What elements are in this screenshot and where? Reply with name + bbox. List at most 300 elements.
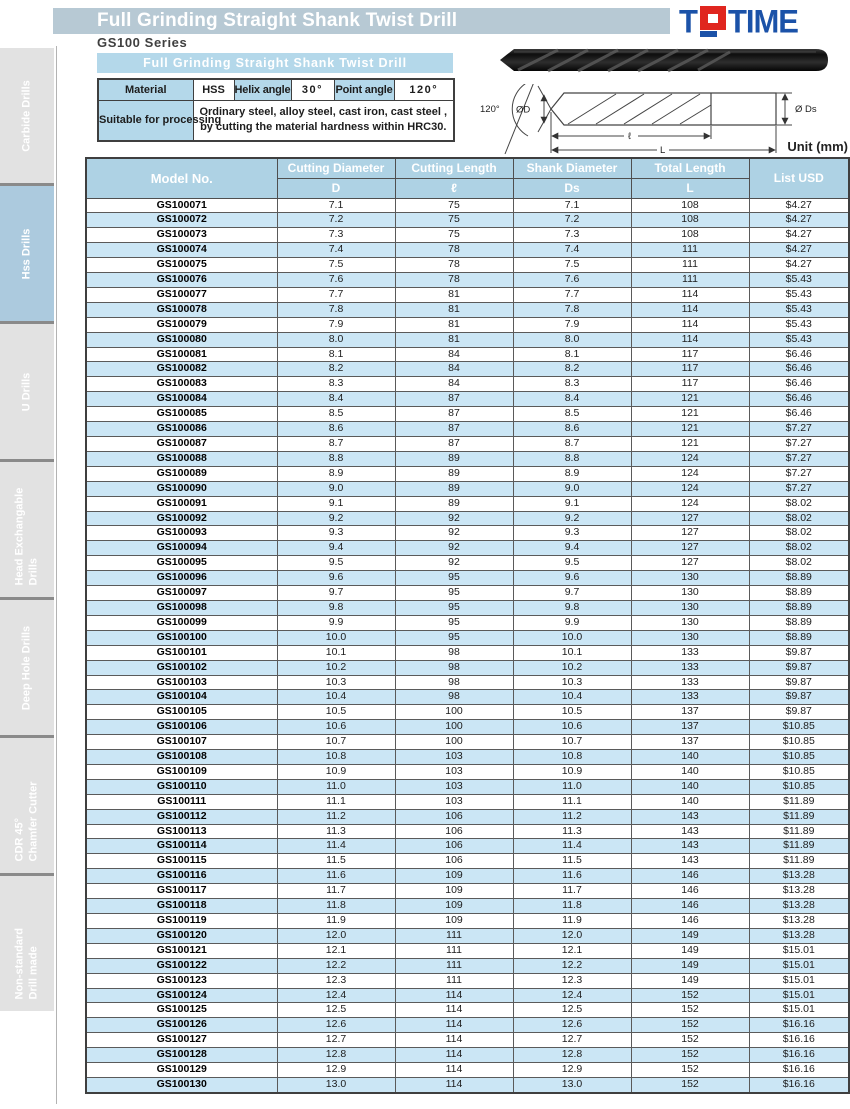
shank-diameter-cell: 12.0 xyxy=(513,928,631,943)
total-length-cell: 130 xyxy=(631,571,749,586)
cutting-diameter-cell: 9.4 xyxy=(277,541,395,556)
cutting-diameter-cell: 11.1 xyxy=(277,794,395,809)
total-length-cell: 114 xyxy=(631,302,749,317)
shank-diameter-cell: 10.3 xyxy=(513,675,631,690)
model-no-cell: GS100080 xyxy=(86,332,277,347)
list-usd-cell: $8.02 xyxy=(749,556,849,571)
list-usd-cell: $11.89 xyxy=(749,809,849,824)
table-row xyxy=(86,675,849,690)
model-no-cell: GS100128 xyxy=(86,1048,277,1063)
cutting-diameter-cell: 12.6 xyxy=(277,1018,395,1033)
model-no-cell: GS100086 xyxy=(86,422,277,437)
cutting-length-cell: 111 xyxy=(395,973,513,988)
total-length-cell: 121 xyxy=(631,392,749,407)
list-usd-cell: $9.87 xyxy=(749,645,849,660)
spec-processing-value xyxy=(193,100,454,141)
cutting-length-cell: 75 xyxy=(395,228,513,243)
list-usd-cell: $8.89 xyxy=(749,615,849,630)
table-row xyxy=(86,764,849,779)
shank-diameter-cell: 11.4 xyxy=(513,839,631,854)
shank-diameter-cell: 11.8 xyxy=(513,899,631,914)
cutting-diameter-cell: 11.6 xyxy=(277,869,395,884)
cutting-diameter-cell: 7.4 xyxy=(277,243,395,258)
model-no-cell: GS100101 xyxy=(86,645,277,660)
shank-diameter-cell: 8.4 xyxy=(513,392,631,407)
total-length-cell: 152 xyxy=(631,1033,749,1048)
cutting-length-cell: 106 xyxy=(395,854,513,869)
total-length-cell: 124 xyxy=(631,496,749,511)
table-row xyxy=(86,228,849,243)
cutting-diameter-cell: 8.1 xyxy=(277,347,395,362)
price-table xyxy=(85,157,850,1094)
model-no-cell: GS100102 xyxy=(86,660,277,675)
model-no-cell: GS100097 xyxy=(86,586,277,601)
logo-o-mark xyxy=(700,6,726,30)
sidebar-tab-head-exchangable-drills[interactable] xyxy=(0,462,54,597)
cutting-diameter-cell: 7.5 xyxy=(277,258,395,273)
cutting-diameter-cell: 12.4 xyxy=(277,988,395,1003)
spec-material-value: HSS xyxy=(193,79,234,100)
table-row xyxy=(86,973,849,988)
model-no-cell: GS100072 xyxy=(86,213,277,228)
model-no-cell: GS100114 xyxy=(86,839,277,854)
cutting-length-cell: 98 xyxy=(395,645,513,660)
table-row xyxy=(86,750,849,765)
cutting-diameter-cell: 10.6 xyxy=(277,720,395,735)
diagram-label-tip-diameter: ØD xyxy=(516,104,531,116)
table-row xyxy=(86,779,849,794)
model-no-cell: GS100077 xyxy=(86,287,277,302)
total-length-cell: 133 xyxy=(631,645,749,660)
shank-diameter-cell: 7.9 xyxy=(513,317,631,332)
total-length-cell: 152 xyxy=(631,1003,749,1018)
model-no-cell: GS100092 xyxy=(86,511,277,526)
shank-diameter-cell: 11.7 xyxy=(513,884,631,899)
total-length-cell: 127 xyxy=(631,511,749,526)
cutting-length-cell: 114 xyxy=(395,1063,513,1078)
list-usd-cell: $10.85 xyxy=(749,779,849,794)
cutting-diameter-cell: 10.9 xyxy=(277,764,395,779)
table-row xyxy=(86,645,849,660)
cutting-length-cell: 81 xyxy=(395,332,513,347)
shank-diameter-cell: 10.0 xyxy=(513,630,631,645)
shank-diameter-cell: 9.9 xyxy=(513,615,631,630)
spec-processing-line2: by cutting the material hardness within HRC30. xyxy=(200,121,447,134)
total-length-cell: 111 xyxy=(631,258,749,273)
spec-table xyxy=(97,78,455,142)
cutting-length-cell: 111 xyxy=(395,943,513,958)
shank-diameter-cell: 9.3 xyxy=(513,526,631,541)
cutting-diameter-cell: 12.2 xyxy=(277,958,395,973)
cutting-length-cell: 98 xyxy=(395,660,513,675)
model-no-cell: GS100091 xyxy=(86,496,277,511)
shank-diameter-cell: 12.9 xyxy=(513,1063,631,1078)
cutting-diameter-cell: 9.8 xyxy=(277,600,395,615)
cutting-diameter-cell: 11.7 xyxy=(277,884,395,899)
shank-diameter-cell: 12.3 xyxy=(513,973,631,988)
cutting-length-cell: 98 xyxy=(395,675,513,690)
list-usd-cell: $4.27 xyxy=(749,213,849,228)
model-no-cell: GS100081 xyxy=(86,347,277,362)
list-usd-cell: $7.27 xyxy=(749,481,849,496)
list-usd-cell: $6.46 xyxy=(749,347,849,362)
cutting-diameter-cell: 8.7 xyxy=(277,437,395,452)
list-usd-cell: $10.85 xyxy=(749,750,849,765)
cutting-diameter-cell: 10.4 xyxy=(277,690,395,705)
cutting-diameter-cell: 10.0 xyxy=(277,630,395,645)
list-usd-cell: $10.85 xyxy=(749,720,849,735)
shank-diameter-cell: 12.5 xyxy=(513,1003,631,1018)
cutting-diameter-cell: 8.4 xyxy=(277,392,395,407)
table-row xyxy=(86,794,849,809)
total-length-cell: 152 xyxy=(631,1077,749,1092)
list-usd-cell: $7.27 xyxy=(749,437,849,452)
shank-diameter-cell: 8.7 xyxy=(513,437,631,452)
shank-diameter-cell: 7.1 xyxy=(513,198,631,213)
list-usd-cell: $5.43 xyxy=(749,287,849,302)
cutting-diameter-cell: 12.1 xyxy=(277,943,395,958)
model-no-cell: GS100073 xyxy=(86,228,277,243)
shank-diameter-cell: 8.8 xyxy=(513,451,631,466)
cutting-length-cell: 84 xyxy=(395,377,513,392)
total-length-cell: 152 xyxy=(631,1048,749,1063)
list-usd-cell: $13.28 xyxy=(749,899,849,914)
cutting-length-cell: 78 xyxy=(395,243,513,258)
shank-diameter-cell: 9.7 xyxy=(513,586,631,601)
total-length-cell: 149 xyxy=(631,958,749,973)
cutting-diameter-cell: 12.7 xyxy=(277,1033,395,1048)
shank-diameter-cell: 8.5 xyxy=(513,407,631,422)
shank-diameter-cell: 10.9 xyxy=(513,764,631,779)
list-usd-cell: $8.89 xyxy=(749,586,849,601)
list-usd-cell: $11.89 xyxy=(749,794,849,809)
cutting-length-cell: 95 xyxy=(395,586,513,601)
cutting-length-cell: 84 xyxy=(395,347,513,362)
model-no-cell: GS100082 xyxy=(86,362,277,377)
cutting-length-cell: 81 xyxy=(395,302,513,317)
table-row xyxy=(86,1063,849,1078)
cutting-length-cell: 89 xyxy=(395,496,513,511)
cutting-length-cell: 109 xyxy=(395,899,513,914)
table-row xyxy=(86,1077,849,1092)
cutting-diameter-cell: 8.8 xyxy=(277,451,395,466)
table-row xyxy=(86,332,849,347)
diagram-label-point-angle: 120° xyxy=(480,104,500,115)
list-usd-cell: $15.01 xyxy=(749,943,849,958)
cutting-length-cell: 87 xyxy=(395,392,513,407)
cutting-diameter-cell: 8.2 xyxy=(277,362,395,377)
logo-text-t: T xyxy=(679,3,697,40)
model-no-cell: GS100106 xyxy=(86,720,277,735)
total-length-cell: 130 xyxy=(631,615,749,630)
cutting-length-cell: 81 xyxy=(395,287,513,302)
cutting-diameter-cell: 8.3 xyxy=(277,377,395,392)
total-length-cell: 133 xyxy=(631,675,749,690)
list-usd-cell: $6.46 xyxy=(749,377,849,392)
shank-diameter-cell: 10.2 xyxy=(513,660,631,675)
col-header-list-usd: List USD xyxy=(749,158,849,198)
total-length-cell: 140 xyxy=(631,764,749,779)
total-length-cell: 108 xyxy=(631,228,749,243)
cutting-length-cell: 87 xyxy=(395,407,513,422)
cutting-length-cell: 92 xyxy=(395,511,513,526)
col-subheader-l-small: ℓ xyxy=(395,178,513,198)
table-row xyxy=(86,705,849,720)
cutting-length-cell: 106 xyxy=(395,839,513,854)
shank-diameter-cell: 7.7 xyxy=(513,287,631,302)
col-header-model-no: Model No. xyxy=(86,158,277,198)
shank-diameter-cell: 7.5 xyxy=(513,258,631,273)
list-usd-cell: $6.46 xyxy=(749,407,849,422)
total-length-cell: 149 xyxy=(631,943,749,958)
model-no-cell: GS100113 xyxy=(86,824,277,839)
cutting-length-cell: 92 xyxy=(395,541,513,556)
sidebar-tab-label: Head Exchangable Drills xyxy=(13,487,39,585)
shank-diameter-cell: 10.7 xyxy=(513,735,631,750)
list-usd-cell: $16.16 xyxy=(749,1033,849,1048)
shank-diameter-cell: 7.8 xyxy=(513,302,631,317)
table-row xyxy=(86,914,849,929)
list-usd-cell: $9.87 xyxy=(749,660,849,675)
shank-diameter-cell: 7.6 xyxy=(513,273,631,288)
logo-text-time: TIME xyxy=(727,3,798,40)
cutting-diameter-cell: 7.3 xyxy=(277,228,395,243)
cutting-diameter-cell: 10.3 xyxy=(277,675,395,690)
total-length-cell: 117 xyxy=(631,347,749,362)
list-usd-cell: $5.43 xyxy=(749,302,849,317)
cutting-diameter-cell: 8.5 xyxy=(277,407,395,422)
col-subheader-l: L xyxy=(631,178,749,198)
sidebar-tab-cdr-45-chamfer-cutter[interactable] xyxy=(0,738,54,873)
cutting-diameter-cell: 11.9 xyxy=(277,914,395,929)
list-usd-cell: $8.02 xyxy=(749,511,849,526)
total-length-cell: 127 xyxy=(631,541,749,556)
list-usd-cell: $9.87 xyxy=(749,690,849,705)
table-row xyxy=(86,1048,849,1063)
cutting-diameter-cell: 10.2 xyxy=(277,660,395,675)
series-title: GS100 Series xyxy=(97,35,188,50)
list-usd-cell: $15.01 xyxy=(749,988,849,1003)
cutting-diameter-cell: 10.7 xyxy=(277,735,395,750)
model-no-cell: GS100130 xyxy=(86,1077,277,1092)
list-usd-cell: $8.89 xyxy=(749,571,849,586)
shank-diameter-cell: 12.8 xyxy=(513,1048,631,1063)
list-usd-cell: $13.28 xyxy=(749,914,849,929)
total-length-cell: 127 xyxy=(631,556,749,571)
cutting-diameter-cell: 11.5 xyxy=(277,854,395,869)
list-usd-cell: $7.27 xyxy=(749,422,849,437)
logo-o-tail xyxy=(700,31,717,37)
cutting-diameter-cell: 9.2 xyxy=(277,511,395,526)
model-no-cell: GS100085 xyxy=(86,407,277,422)
cutting-diameter-cell: 7.9 xyxy=(277,317,395,332)
list-usd-cell: $13.28 xyxy=(749,869,849,884)
cutting-diameter-cell: 12.9 xyxy=(277,1063,395,1078)
model-no-cell: GS100126 xyxy=(86,1018,277,1033)
cutting-length-cell: 114 xyxy=(395,1003,513,1018)
table-row xyxy=(86,526,849,541)
table-row xyxy=(86,1018,849,1033)
sidebar-tab-carbide-drills[interactable] xyxy=(0,48,54,183)
col-header-shank-diameter: Shank Diameter xyxy=(513,158,631,178)
table-row xyxy=(86,541,849,556)
model-no-cell: GS100111 xyxy=(86,794,277,809)
table-row xyxy=(86,943,849,958)
cutting-length-cell: 87 xyxy=(395,437,513,452)
shank-diameter-cell: 7.3 xyxy=(513,228,631,243)
model-no-cell: GS100118 xyxy=(86,899,277,914)
sidebar-tab-deep-hole-drills[interactable] xyxy=(0,600,54,735)
model-no-cell: GS100121 xyxy=(86,943,277,958)
cutting-length-cell: 95 xyxy=(395,571,513,586)
diagram-label-shank-diameter: Ø Ds xyxy=(795,104,817,115)
shank-diameter-cell: 11.0 xyxy=(513,779,631,794)
table-row xyxy=(86,407,849,422)
cutting-length-cell: 92 xyxy=(395,526,513,541)
list-usd-cell: $8.89 xyxy=(749,630,849,645)
model-no-cell: GS100112 xyxy=(86,809,277,824)
cutting-length-cell: 75 xyxy=(395,198,513,213)
cutting-diameter-cell: 12.8 xyxy=(277,1048,395,1063)
model-no-cell: GS100120 xyxy=(86,928,277,943)
list-usd-cell: $11.89 xyxy=(749,854,849,869)
sidebar-tab-label: Hss Drills xyxy=(20,228,33,279)
list-usd-cell: $4.27 xyxy=(749,243,849,258)
sidebar-tab-label: CDR 45° Chamfer Cutter xyxy=(13,780,39,861)
table-row xyxy=(86,824,849,839)
table-row xyxy=(86,1003,849,1018)
shank-diameter-cell: 12.1 xyxy=(513,943,631,958)
table-row xyxy=(86,362,849,377)
shank-diameter-cell: 9.4 xyxy=(513,541,631,556)
list-usd-cell: $4.27 xyxy=(749,198,849,213)
shank-diameter-cell: 7.2 xyxy=(513,213,631,228)
page-header-bar xyxy=(53,8,670,34)
total-length-cell: 127 xyxy=(631,526,749,541)
spec-point-value: 120° xyxy=(394,79,454,100)
model-no-cell: GS100100 xyxy=(86,630,277,645)
model-no-cell: GS100117 xyxy=(86,884,277,899)
total-length-cell: 137 xyxy=(631,735,749,750)
list-usd-cell: $5.43 xyxy=(749,273,849,288)
model-no-cell: GS100104 xyxy=(86,690,277,705)
cutting-length-cell: 103 xyxy=(395,750,513,765)
sidebar-tab-non-standard-drill-made[interactable] xyxy=(0,876,54,1011)
model-no-cell: GS100107 xyxy=(86,735,277,750)
table-row xyxy=(86,586,849,601)
shank-diameter-cell: 11.3 xyxy=(513,824,631,839)
model-no-cell: GS100087 xyxy=(86,437,277,452)
cutting-diameter-cell: 9.5 xyxy=(277,556,395,571)
table-row xyxy=(86,839,849,854)
model-no-cell: GS100125 xyxy=(86,1003,277,1018)
cutting-length-cell: 95 xyxy=(395,615,513,630)
table-row xyxy=(86,928,849,943)
table-row xyxy=(86,377,849,392)
cutting-diameter-cell: 7.8 xyxy=(277,302,395,317)
total-length-cell: 149 xyxy=(631,928,749,943)
sidebar-tab-label: Non-standard Drill made xyxy=(13,927,39,999)
cutting-length-cell: 95 xyxy=(395,630,513,645)
shank-diameter-cell: 8.6 xyxy=(513,422,631,437)
col-header-cutting-diameter: Cutting Diameter xyxy=(277,158,395,178)
model-no-cell: GS100071 xyxy=(86,198,277,213)
spec-processing-label: Suitable for processing xyxy=(98,100,193,141)
total-length-cell: 140 xyxy=(631,779,749,794)
model-no-cell: GS100099 xyxy=(86,615,277,630)
cutting-length-cell: 100 xyxy=(395,735,513,750)
cutting-length-cell: 109 xyxy=(395,869,513,884)
cutting-diameter-cell: 7.2 xyxy=(277,213,395,228)
table-row xyxy=(86,213,849,228)
cutting-length-cell: 114 xyxy=(395,1033,513,1048)
cutting-diameter-cell: 11.0 xyxy=(277,779,395,794)
list-usd-cell: $11.89 xyxy=(749,824,849,839)
list-usd-cell: $16.16 xyxy=(749,1018,849,1033)
cutting-diameter-cell: 9.7 xyxy=(277,586,395,601)
cutting-length-cell: 103 xyxy=(395,794,513,809)
model-no-cell: GS100122 xyxy=(86,958,277,973)
total-length-cell: 143 xyxy=(631,824,749,839)
model-no-cell: GS100090 xyxy=(86,481,277,496)
table-row xyxy=(86,437,849,452)
cutting-diameter-cell: 9.9 xyxy=(277,615,395,630)
cutting-length-cell: 89 xyxy=(395,481,513,496)
total-length-cell: 130 xyxy=(631,586,749,601)
list-usd-cell: $13.28 xyxy=(749,928,849,943)
table-row xyxy=(86,317,849,332)
cutting-length-cell: 111 xyxy=(395,958,513,973)
table-row xyxy=(86,243,849,258)
total-length-cell: 152 xyxy=(631,1063,749,1078)
table-row xyxy=(86,854,849,869)
table-row xyxy=(86,600,849,615)
table-row xyxy=(86,347,849,362)
total-length-cell: 146 xyxy=(631,899,749,914)
cutting-length-cell: 84 xyxy=(395,362,513,377)
list-usd-cell: $6.46 xyxy=(749,362,849,377)
shank-diameter-cell: 10.8 xyxy=(513,750,631,765)
total-length-cell: 140 xyxy=(631,794,749,809)
table-row xyxy=(86,720,849,735)
model-no-cell: GS100119 xyxy=(86,914,277,929)
table-row xyxy=(86,392,849,407)
cutting-length-cell: 100 xyxy=(395,705,513,720)
cutting-diameter-cell: 9.0 xyxy=(277,481,395,496)
shank-diameter-cell: 9.5 xyxy=(513,556,631,571)
cutting-diameter-cell: 9.6 xyxy=(277,571,395,586)
drill-photo xyxy=(498,44,830,76)
sidebar-tab-u-drills[interactable] xyxy=(0,324,54,459)
cutting-diameter-cell: 12.5 xyxy=(277,1003,395,1018)
sidebar-tab-hss-drills[interactable] xyxy=(0,186,54,321)
table-row xyxy=(86,660,849,675)
table-row xyxy=(86,258,849,273)
list-usd-cell: $16.16 xyxy=(749,1048,849,1063)
col-subheader-d: D xyxy=(277,178,395,198)
total-length-cell: 133 xyxy=(631,660,749,675)
cutting-diameter-cell: 11.8 xyxy=(277,899,395,914)
logo-o-hole xyxy=(708,14,718,23)
table-row xyxy=(86,690,849,705)
cutting-length-cell: 109 xyxy=(395,914,513,929)
list-usd-cell: $9.87 xyxy=(749,705,849,720)
list-usd-cell: $16.16 xyxy=(749,1063,849,1078)
cutting-diameter-cell: 8.0 xyxy=(277,332,395,347)
list-usd-cell: $4.27 xyxy=(749,258,849,273)
table-row xyxy=(86,899,849,914)
table-row xyxy=(86,511,849,526)
